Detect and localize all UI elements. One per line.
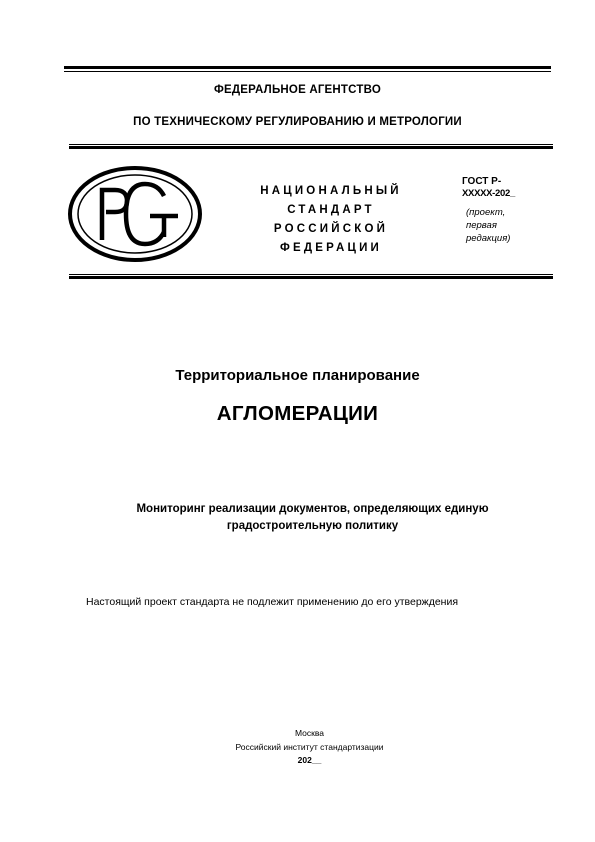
imprint-publisher: Российский институт стандартизации [235,741,384,752]
logo-rule-thick [69,276,553,279]
designation-number: XXXXX-202_ [462,188,515,199]
approval-notice: Настоящий проект стандарта не подлежит применению до его утверждения [86,596,459,608]
top-rule-thin [64,71,551,72]
imprint-year: 202__ [297,755,322,765]
document-subtitle: Территориальное планирование [175,367,420,384]
document-description [90,501,535,535]
standard-label-line2: СТАНДАРТ [287,204,375,216]
imprint-block [12,727,595,768]
draft-note-line2: первая [466,220,497,231]
standard-label-line1: НАЦИОНАЛЬНЫЙ [260,185,402,197]
header-rule-thick [69,146,553,149]
description-line2: градостроительную политику [226,520,399,532]
agency-name-line2: ПО ТЕХНИЧЕСКОМУ РЕГУЛИРОВАНИЮ И МЕТРОЛОГИИ [133,116,462,128]
top-rule-thick [64,66,551,69]
gost-r-logo-icon [66,164,204,264]
imprint-city: Москва [294,728,325,738]
national-standard-label [236,182,426,258]
draft-note [466,206,510,245]
standard-label-line3: РОССИЙСКОЙ [273,223,389,235]
draft-note-line1: (проект, [466,207,506,218]
document-title: АГЛОМЕРАЦИИ [216,402,379,425]
standard-designation [462,176,515,200]
description-line1: Мониторинг реализации документов, определяющих единую [136,503,489,515]
logo-rule-thin [69,274,553,275]
standard-label-line4: ФЕДЕРАЦИИ [279,242,383,254]
designation-prefix: ГОСТ Р- [462,176,502,187]
draft-note-line3: редакция) [466,233,511,244]
agency-name-line1: ФЕДЕРАЛЬНОЕ АГЕНТСТВО [214,84,381,96]
header-rule-thin [69,144,553,145]
